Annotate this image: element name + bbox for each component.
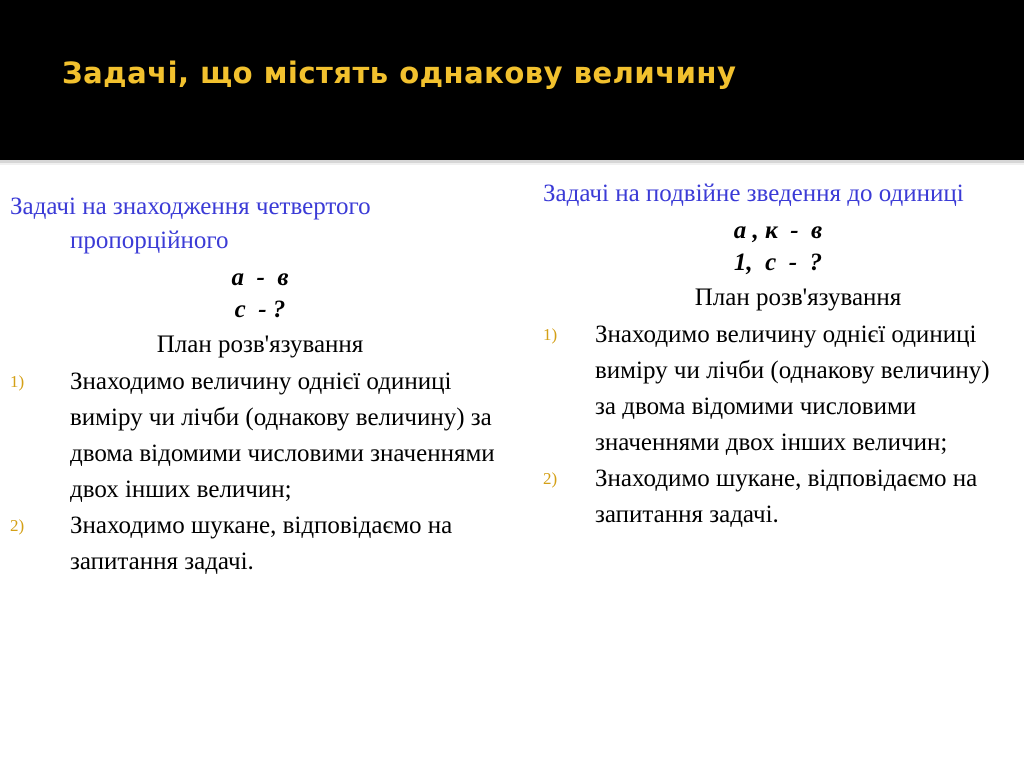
left-step-1 [10,364,510,508]
right-step-2 [543,461,1013,533]
right-plan-heading: План розв'язування [694,284,902,311]
step-number: 2) [10,516,25,535]
left-formula-line-2: с - ? [234,296,286,323]
step-number: 2) [543,469,558,488]
step-text: Знаходимо шукане, відповідаємо на запитання задачі. [70,512,453,575]
left-formula-line-1: а - в [231,264,289,291]
header-divider-shadow [0,163,1024,165]
slide-title: Задачі, що містять однакову величину [62,56,737,90]
step-text: Знаходимо величину однієї одиниці виміру чи лічби (однакову величину) за двома відомими числовими значеннями двох інших величин; [595,321,990,456]
right-step-1 [543,317,1013,461]
left-steps-list [10,364,510,580]
left-column [10,190,510,580]
left-step-2 [10,508,510,580]
slide-header [0,0,1024,160]
step-text: Знаходимо величину однієї одиниці виміру чи лічби (однакову величину) за двома відомими числовими значеннями двох інших величин; [70,368,495,503]
step-number: 1) [10,372,25,391]
step-number: 1) [543,325,558,344]
right-steps-list [543,317,1013,533]
right-formula-line-1: а , к - в [733,217,823,244]
right-column-title: Задачі на подвійне зведення до одиниці [543,180,964,207]
left-column-title: Задачі на знаходження четвертого пропорційного [10,193,371,254]
step-text: Знаходимо шукане, відповідаємо на запитання задачі. [595,465,978,528]
right-formula-line-2: 1, с - ? [733,249,823,276]
left-plan-heading: План розв'язування [156,331,364,358]
right-column [543,177,1013,533]
